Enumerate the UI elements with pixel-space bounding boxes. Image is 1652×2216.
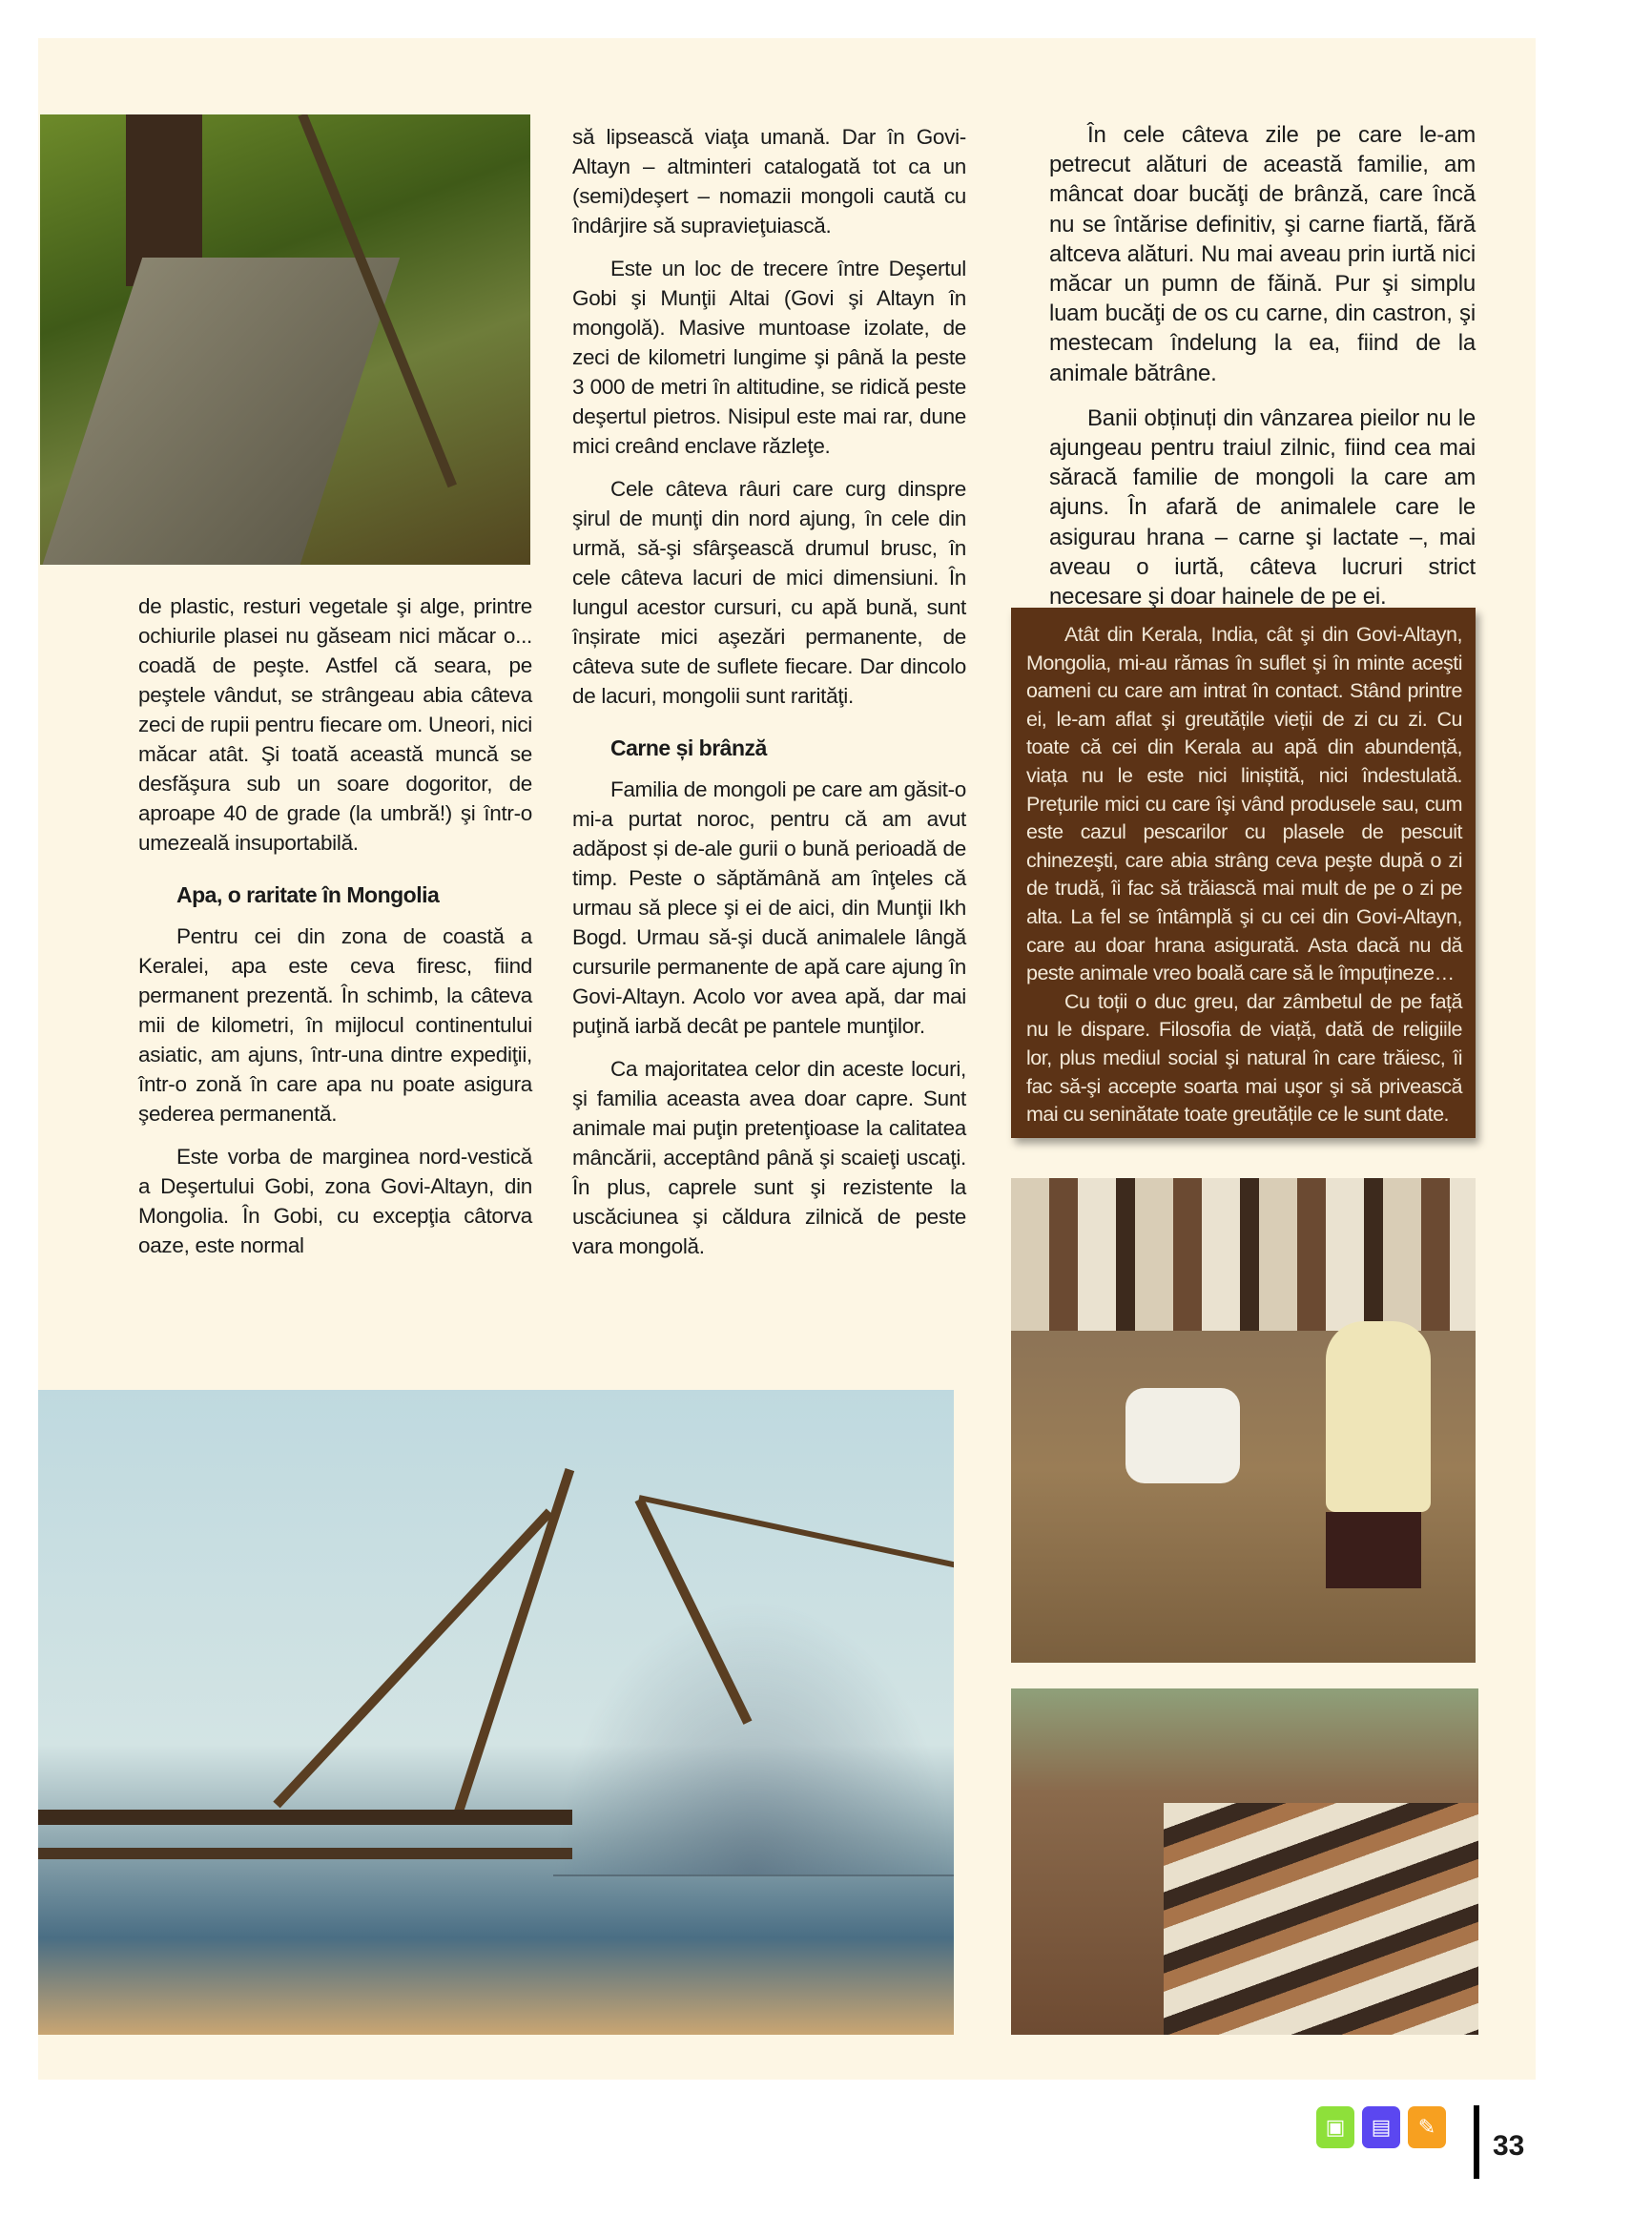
photo-canoe-boatman [40, 114, 530, 565]
fishing-net [553, 1600, 954, 1876]
pier [38, 1810, 572, 1825]
photo-children-goats [1011, 1178, 1476, 1663]
paragraph: Este vorba de marginea nord-vestică a Deşertului Gobi, zona Govi-Altayn, din Mongolia. În Gobi, cu excepţia câtorva oaze, este normal [138, 1145, 532, 1257]
child-pulling-rope [1326, 1321, 1431, 1512]
photo-goats-row [1011, 1688, 1478, 2035]
pencil-icon[interactable]: ✎ [1408, 2106, 1446, 2148]
photo-chinese-fishing-nets [38, 1390, 954, 2035]
sidebar-quote-box [1011, 608, 1476, 1138]
pier-lower [38, 1848, 572, 1859]
section-heading: Apa, o raritate în Mongolia [176, 882, 440, 907]
footer-icons [1316, 2106, 1446, 2148]
child-shorts [1326, 1512, 1421, 1588]
paragraph: Este un loc de trecere între Deşertul Gobi şi Munţii Altai (Govi şi Altayn în mongolă). Masive muntoase izolate, de zeci de kilometri lungime şi până la peste 3 000 de metri în altitudine, se ridică peste deşertul pietros. Nisipul este mai rar, dune mici creând enclave răzleţe. [572, 257, 966, 458]
paragraph: de plastic, resturi vegetale şi alge, printre ochiurile plasei nu găseam nici măcar o... coadă de peşte. Astfel că seara, pe peştele vândut, se strângeau abia câteva zeci de rupii pentru fiecare om. Uneori, nici măcar atât. Şi toată această muncă se desfăşura sub un soare dogoritor, de aproape 40 de grade (la umbră!) şi într-o umezeală insuportabilă. [138, 594, 532, 855]
baby-in-container [1125, 1388, 1240, 1483]
net-beam [638, 1495, 954, 1568]
section-heading: Carne și brânză [610, 735, 767, 760]
film-icon[interactable]: ▤ [1362, 2106, 1400, 2148]
paragraph: Banii obținuți din vânzarea pieilor nu le ajungeau pentru traiul zilnic, fiind cea mai săracă familie de mongoli la care am ajuns. În afară de animalele care le asigurau hrana – carne şi lactate –, mai aveau o iurtă, câteva lucruri strict necesare şi doar hainele de pe ei. [1049, 404, 1476, 611]
paragraph: Pentru cei din zona de coastă a Keralei, apa este ceva firesc, fiind permanent prezentă. În schimb, la câteva mii de kilometri, în mijlocul continentului asiatic, am ajuns, într-una dintre expediţii, într-o zonă în care apa nu poate asigura şederea permanentă. [138, 924, 532, 1126]
goats-tied-in-row [1164, 1803, 1478, 2035]
image-icon[interactable]: ▣ [1316, 2106, 1354, 2148]
goat-herd [1011, 1178, 1476, 1331]
paragraph: Ca majoritatea celor din aceste locuri, şi familia aceasta avea doar capre. Sunt animale mai puţin pretenţioase la calitatea mâncării, acceptând până şi scaieţi uscaţi. În plus, caprele sunt şi rezistente la uscăciunea şi căldura zilnică de peste vara mongolă. [572, 1057, 966, 1258]
paragraph: Cele câteva râuri care curg dinspre şirul de munţi din nord ajung, în cele din urmă, să-şi sfârşească drumul brusc, în cele câteva lacuri de mici dimensiuni. În lungul acestor cursuri, cu apă bună, sunt înșirate mici aşezări permanente, de câteva sute de suflete fiecare. Dar dincolo de lacuri, mongolii sunt rarităţi. [572, 477, 966, 708]
paragraph: Familia de mongoli pe care am găsit-o mi-a purtat noroc, pentru că am avut adăpost și de-ale gurii o bună perioadă de timp. Peste o săptămână am înţeles că urmau să plece şi ei de aici, din Munţii Ikh Bogd. Urmau să-şi ducă animalele lângă cursurile permanente de apă care ajung în Govi-Altayn. Acolo vor avea apă, dar mai puţină iarbă decât pe pantele munţilor. [572, 777, 966, 1038]
canoe [40, 258, 400, 565]
text-column-2 [572, 122, 966, 1274]
box-paragraph: Atât din Kerala, India, cât şi din Govi-Altayn, Mongolia, mi-au rămas în suflet şi în minte aceşti oameni cu care am intrat în contact. Stând printre ei, le-am aflat şi greutățile vieții de zi cu zi. Cu toate că cei din Kerala au apă din abundență, viața nu le este nici liniștită, nici îndestulată. Prețurile mici cu care îşi vând produsele sau, cum este cazul pescarilor cu plasele de pescuit chinezeşti, care abia strâng ceva peşte după o zi de trudă, îi fac să trăiască mai mult de pe o zi pe alta. La fel se întâmplă şi cu cei din Govi-Altayn, care au doar hrana asigurată. Asta dacă nu dă peste animale vreo boală care să le împuținezе… [1026, 623, 1462, 985]
text-column-1 [138, 591, 532, 1274]
page-number: 33 [1493, 2130, 1525, 2162]
page-number-divider [1474, 2105, 1479, 2179]
paragraph: În cele câteva zile pe care le-am petrecut alături de această familie, am mâncat doar bucăţi de brânză, care încă nu se întărise definitiv, şi carne fiartă, fără altceva alături. Nu mai aveau prin iurtă nici măcar un pumn de făină. Pur şi simplu luam bucăţi de os cu carne, din castron, şi mestecam îndelung la ea, fiind de la animale bătrâne. [1049, 122, 1476, 386]
box-paragraph: Cu toții o duc greu, dar zâmbetul de pe față nu le dispare. Filosofia de viață, dată de religiile lor, plus mediul social şi natural în care trăiesc, îi fac să-şi accepte soarta mai uşor şi să privească mai cu seninătate toate greutățile ce le sunt date. [1026, 989, 1462, 1127]
text-column-3 [1049, 120, 1476, 627]
paragraph: să lipsească viaţa umană. Dar în Govi-Altayn – altminteri catalogată tot ca un (semi)deşert – nomazii mongoli caută cu îndârjire să supravieţuiască. [572, 125, 966, 238]
